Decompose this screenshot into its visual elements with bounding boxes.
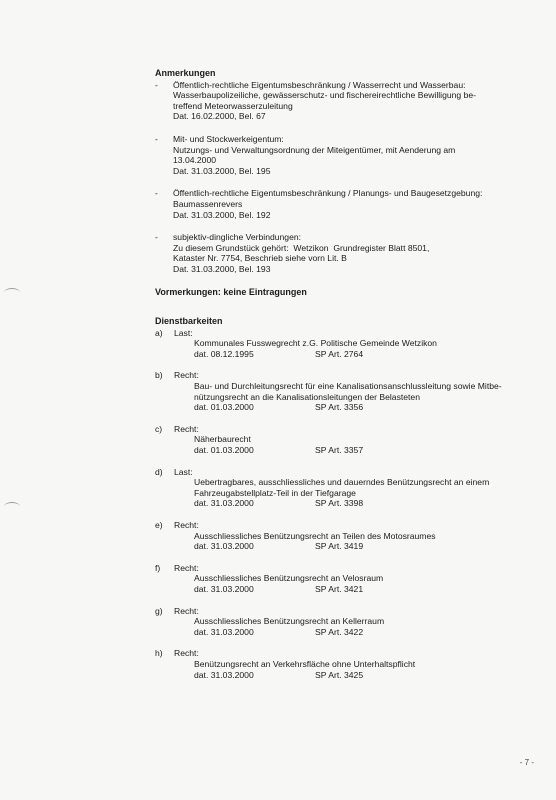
reference-date: dat. 31.03.2000 [194, 541, 254, 552]
dienstbarkeit-reference [194, 541, 530, 552]
anmerkung-item [155, 188, 530, 220]
anmerkung-date: Dat. 31.03.2000, Bel. 192 [173, 209, 271, 220]
dienstbarkeit-text [174, 659, 530, 680]
dienstbarkeit-type: Recht: [174, 605, 199, 616]
anmerkung-date: Dat. 31.03.2000, Bel. 195 [173, 165, 271, 176]
item-letter: b) [155, 370, 163, 381]
dienstbarkeit-type: Recht: [174, 520, 199, 530]
reference-art: SP Art. 3419 [315, 541, 364, 552]
anmerkung-body [173, 80, 530, 122]
dienstbarkeit-line: Kommunales Fusswegrecht z.G. Politische Gemeinde Wetzikon [194, 338, 437, 349]
dienstbarkeit-reference [194, 445, 530, 456]
anmerkung-line: Zu diesem Grundstück gehört: Wetzikon Grundregister Blatt 8501, [173, 242, 430, 253]
reference-art: SP Art. 3356 [315, 402, 364, 413]
anmerkung-line: Öffentlich-rechtliche Eigentumsbeschränkung / Wasserrecht und Wasserbau: [173, 79, 466, 90]
anmerkungen-heading: Anmerkungen [155, 68, 216, 78]
anmerkung-body [173, 232, 530, 274]
dienstbarkeit-type: Last: [174, 327, 193, 338]
anmerkung-item [155, 80, 530, 122]
dienstbarkeit-body [174, 648, 530, 680]
anmerkung-date: Dat. 31.03.2000, Bel. 193 [173, 263, 271, 274]
reference-art: SP Art. 3421 [315, 583, 364, 594]
dienstbarkeit-line: Bau- und Durchleitungsrecht für eine Kanalisationsanschlussleitung sowie Mitbe- [194, 381, 502, 392]
document-content [155, 68, 530, 691]
reference-date: dat. 31.03.2000 [194, 583, 254, 594]
reference-date: dat. 08.12.1995 [194, 348, 254, 359]
dienstbarkeit-type: Recht: [174, 370, 199, 381]
reference-art: SP Art. 2764 [315, 348, 364, 359]
dienstbarkeit-body [174, 424, 530, 456]
anmerkung-line: subjektiv-dingliche Verbindungen: [173, 232, 302, 243]
dienstbarkeit-line: Ausschliessliches Benützungsrecht an Velosraum [194, 573, 384, 584]
dienstbarkeit-item [155, 328, 530, 360]
anmerkung-line: treffend Meteorwasserzuleitung [173, 100, 293, 111]
dienstbarkeit-item [155, 370, 530, 412]
dienstbarkeiten-heading: Dienstbarkeiten [155, 316, 223, 327]
reference-date: dat. 31.03.2000 [194, 669, 254, 680]
reference-date: dat. 31.03.2000 [194, 626, 254, 637]
dienstbarkeit-reference [194, 402, 530, 413]
dienstbarkeit-reference [194, 349, 530, 360]
dienstbarkeit-type: Recht: [174, 562, 199, 573]
dienstbarkeit-reference [194, 627, 530, 638]
list-dash: - [155, 133, 158, 144]
dienstbarkeit-line: nützungsrecht an die Kanalisationsleitungen der Belasteten [194, 391, 420, 402]
vormerkungen-heading: Vormerkungen: keine Eintragungen [155, 286, 307, 297]
item-letter: e) [155, 520, 163, 530]
dienstbarkeit-type: Last: [174, 466, 193, 477]
dienstbarkeit-reference [194, 498, 530, 509]
dienstbarkeit-text [174, 616, 530, 637]
anmerkung-line: 13.04.2000 [173, 155, 217, 166]
dienstbarkeit-line: Näherbaurecht [194, 434, 251, 445]
reference-art: SP Art. 3357 [315, 445, 364, 456]
dienstbarkeit-text [174, 434, 530, 455]
anmerkung-item [155, 134, 530, 176]
dienstbarkeit-line: Ausschliessliches Benützungsrecht an Kellerraum [194, 616, 385, 627]
dienstbarkeit-text [174, 573, 530, 594]
anmerkung-line: Nutzungs- und Verwaltungsordnung der Miteigentümer, mit Aenderung am [173, 144, 456, 155]
item-letter: d) [155, 466, 163, 477]
reference-art: SP Art. 3422 [315, 626, 364, 637]
item-letter: a) [155, 327, 163, 338]
dienstbarkeit-item [155, 424, 530, 456]
item-letter: g) [155, 605, 163, 616]
dienstbarkeiten-list [155, 328, 530, 680]
item-letter: f) [155, 562, 161, 573]
anmerkung-item [155, 232, 530, 274]
reference-date: dat. 01.03.2000 [194, 445, 254, 456]
item-letter: c) [155, 423, 163, 434]
anmerkung-line: Mit- und Stockwerkeigentum: [173, 133, 284, 144]
dienstbarkeit-body [174, 606, 530, 638]
dienstbarkeit-body [174, 467, 530, 509]
reference-art: SP Art. 3425 [315, 669, 364, 680]
anmerkung-line: Wasserbaupolizeiliche, gewässerschutz- und fischereirechtliche Bewilligung be- [173, 90, 476, 101]
page-number: - 7 - [519, 758, 534, 767]
dienstbarkeit-line: Uebertragbares, ausschliessliches und dauerndes Benützungsrecht an einem [194, 477, 490, 488]
dienstbarkeit-item [155, 467, 530, 509]
dienstbarkeit-type: Recht: [174, 423, 199, 434]
list-dash: - [155, 79, 158, 90]
margin-mark [4, 288, 20, 297]
anmerkungen-list [155, 80, 530, 275]
reference-art: SP Art. 3398 [315, 498, 364, 509]
list-dash: - [155, 232, 158, 243]
dienstbarkeit-body [174, 520, 530, 552]
dienstbarkeit-text [174, 477, 530, 509]
dienstbarkeit-item [155, 563, 530, 595]
list-dash: - [155, 188, 158, 199]
anmerkung-line: Öffentlich-rechtliche Eigentumsbeschränkung / Planungs- und Baugesetzgebung: [173, 188, 483, 199]
anmerkung-line: Kataster Nr. 7754, Beschrieb siehe vorn Lit. B [173, 253, 347, 264]
dienstbarkeit-item [155, 520, 530, 552]
dienstbarkeit-item [155, 606, 530, 638]
dienstbarkeit-line: Ausschliessliches Benützungsrecht an Teilen des Motosraumes [194, 530, 436, 541]
anmerkung-body [173, 134, 530, 176]
dienstbarkeit-item [155, 648, 530, 680]
dienstbarkeit-body [174, 370, 530, 412]
dienstbarkeit-body [174, 328, 530, 360]
dienstbarkeit-line: Fahrzeugabstellplatz-Teil in der Tiefgarage [194, 487, 356, 498]
anmerkung-body [173, 188, 530, 220]
dienstbarkeit-text [174, 381, 530, 413]
anmerkung-line: Baumassenrevers [173, 198, 243, 209]
dienstbarkeit-text [174, 338, 530, 359]
dienstbarkeit-line: Benützungsrecht an Verkehrsfläche ohne Unterhaltspflicht [194, 658, 416, 669]
reference-date: dat. 31.03.2000 [194, 498, 254, 509]
anmerkung-date: Dat. 16.02.2000, Bel. 67 [173, 111, 266, 122]
reference-date: dat. 01.03.2000 [194, 402, 254, 413]
dienstbarkeit-type: Recht: [174, 648, 199, 659]
dienstbarkeit-text [174, 531, 530, 552]
margin-mark [4, 502, 20, 511]
item-letter: h) [155, 648, 163, 659]
dienstbarkeit-reference [194, 584, 530, 595]
dienstbarkeit-body [174, 563, 530, 595]
dienstbarkeit-reference [194, 670, 530, 681]
